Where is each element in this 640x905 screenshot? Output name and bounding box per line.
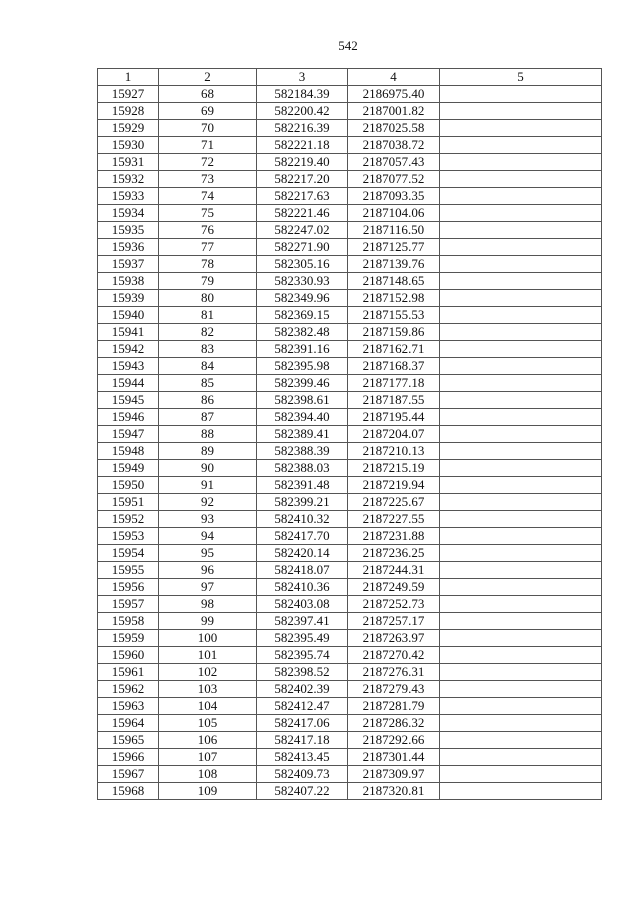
table-cell-col-5 xyxy=(440,375,602,392)
table-row xyxy=(98,392,602,409)
table-cell-col-5 xyxy=(440,511,602,528)
table-row xyxy=(98,120,602,137)
table-cell-col-1: 15962 xyxy=(98,681,159,698)
page-number: 542 xyxy=(338,38,358,53)
table-cell-col-4: 2187292.66 xyxy=(348,732,440,749)
table-cell-col-2: 105 xyxy=(159,715,257,732)
table-cell-col-4: 2187104.06 xyxy=(348,205,440,222)
table-row xyxy=(98,426,602,443)
table-cell-col-1: 15954 xyxy=(98,545,159,562)
table-cell-col-5 xyxy=(440,783,602,800)
table-cell-col-4: 2187001.82 xyxy=(348,103,440,120)
table-cell-col-1: 15961 xyxy=(98,664,159,681)
table-cell-col-5 xyxy=(440,443,602,460)
table-cell-col-5 xyxy=(440,307,602,324)
table-cell-col-5 xyxy=(440,86,602,103)
table-cell-col-2: 85 xyxy=(159,375,257,392)
table-cell-col-5 xyxy=(440,681,602,698)
table-cell-col-2: 109 xyxy=(159,783,257,800)
table-row xyxy=(98,477,602,494)
table-cell-col-1: 15965 xyxy=(98,732,159,749)
column-header-5: 5 xyxy=(440,69,602,86)
table-cell-col-4: 2187286.32 xyxy=(348,715,440,732)
table-cell-col-5 xyxy=(440,715,602,732)
table-cell-col-3: 582200.42 xyxy=(257,103,348,120)
table-cell-col-3: 582417.70 xyxy=(257,528,348,545)
table-row xyxy=(98,766,602,783)
table-row xyxy=(98,375,602,392)
table-cell-col-1: 15966 xyxy=(98,749,159,766)
table-cell-col-2: 92 xyxy=(159,494,257,511)
table-cell-col-2: 97 xyxy=(159,579,257,596)
table-row xyxy=(98,341,602,358)
table-cell-col-3: 582389.41 xyxy=(257,426,348,443)
table-cell-col-1: 15947 xyxy=(98,426,159,443)
table-cell-col-2: 73 xyxy=(159,171,257,188)
table-cell-col-5 xyxy=(440,120,602,137)
table-cell-col-2: 95 xyxy=(159,545,257,562)
table-cell-col-4: 2187057.43 xyxy=(348,154,440,171)
table-cell-col-4: 2187093.35 xyxy=(348,188,440,205)
table-cell-col-3: 582395.98 xyxy=(257,358,348,375)
table-row xyxy=(98,664,602,681)
table-cell-col-4: 2187162.71 xyxy=(348,341,440,358)
table-cell-col-5 xyxy=(440,239,602,256)
table-cell-col-1: 15931 xyxy=(98,154,159,171)
table-cell-col-5 xyxy=(440,256,602,273)
table-cell-col-5 xyxy=(440,222,602,239)
table-cell-col-5 xyxy=(440,341,602,358)
table-cell-col-3: 582395.49 xyxy=(257,630,348,647)
table-cell-col-2: 99 xyxy=(159,613,257,630)
table-row xyxy=(98,409,602,426)
table-cell-col-2: 98 xyxy=(159,596,257,613)
table-cell-col-1: 15944 xyxy=(98,375,159,392)
table-cell-col-1: 15941 xyxy=(98,324,159,341)
table-cell-col-4: 2187257.17 xyxy=(348,613,440,630)
table-cell-col-3: 582247.02 xyxy=(257,222,348,239)
table-cell-col-1: 15943 xyxy=(98,358,159,375)
table-row xyxy=(98,681,602,698)
table-cell-col-1: 15960 xyxy=(98,647,159,664)
table-row xyxy=(98,698,602,715)
table-cell-col-1: 15949 xyxy=(98,460,159,477)
table-cell-col-3: 582398.61 xyxy=(257,392,348,409)
table-row xyxy=(98,358,602,375)
table-row xyxy=(98,562,602,579)
table-cell-col-3: 582407.22 xyxy=(257,783,348,800)
table-cell-col-4: 2187309.97 xyxy=(348,766,440,783)
table-cell-col-5 xyxy=(440,358,602,375)
table-cell-col-1: 15963 xyxy=(98,698,159,715)
table-row xyxy=(98,273,602,290)
table-row xyxy=(98,239,602,256)
table-row xyxy=(98,596,602,613)
table-cell-col-1: 15950 xyxy=(98,477,159,494)
table-cell-col-4: 2187195.44 xyxy=(348,409,440,426)
table-cell-col-2: 90 xyxy=(159,460,257,477)
table-cell-col-1: 15940 xyxy=(98,307,159,324)
table-cell-col-5 xyxy=(440,545,602,562)
table-cell-col-1: 15948 xyxy=(98,443,159,460)
table-cell-col-3: 582399.46 xyxy=(257,375,348,392)
table-cell-col-2: 74 xyxy=(159,188,257,205)
table-cell-col-1: 15957 xyxy=(98,596,159,613)
table-cell-col-4: 2187231.88 xyxy=(348,528,440,545)
table-cell-col-1: 15942 xyxy=(98,341,159,358)
table-cell-col-4: 2187038.72 xyxy=(348,137,440,154)
table-cell-col-3: 582216.39 xyxy=(257,120,348,137)
column-header-4: 4 xyxy=(348,69,440,86)
table-cell-col-2: 101 xyxy=(159,647,257,664)
table-cell-col-5 xyxy=(440,171,602,188)
table-cell-col-3: 582305.16 xyxy=(257,256,348,273)
table-row xyxy=(98,749,602,766)
table-cell-col-4: 2187168.37 xyxy=(348,358,440,375)
table-cell-col-1: 15967 xyxy=(98,766,159,783)
table-cell-col-1: 15959 xyxy=(98,630,159,647)
table-cell-col-3: 582184.39 xyxy=(257,86,348,103)
table-cell-col-4: 2187148.65 xyxy=(348,273,440,290)
table-cell-col-3: 582391.48 xyxy=(257,477,348,494)
table-row xyxy=(98,783,602,800)
table-cell-col-5 xyxy=(440,426,602,443)
table-cell-col-2: 70 xyxy=(159,120,257,137)
table-cell-col-5 xyxy=(440,460,602,477)
table-cell-col-2: 80 xyxy=(159,290,257,307)
table-cell-col-1: 15958 xyxy=(98,613,159,630)
table-cell-col-4: 2187177.18 xyxy=(348,375,440,392)
table-cell-col-2: 69 xyxy=(159,103,257,120)
table-cell-col-4: 2187116.50 xyxy=(348,222,440,239)
table-cell-col-3: 582395.74 xyxy=(257,647,348,664)
table-cell-col-1: 15936 xyxy=(98,239,159,256)
column-header-2: 2 xyxy=(159,69,257,86)
table-row xyxy=(98,545,602,562)
table-cell-col-1: 15956 xyxy=(98,579,159,596)
table-cell-col-2: 91 xyxy=(159,477,257,494)
table-cell-col-2: 82 xyxy=(159,324,257,341)
table-cell-col-4: 2187270.42 xyxy=(348,647,440,664)
table-cell-col-4: 2187215.19 xyxy=(348,460,440,477)
table-cell-col-2: 78 xyxy=(159,256,257,273)
table-cell-col-4: 2187301.44 xyxy=(348,749,440,766)
table-body xyxy=(98,86,602,800)
table-row xyxy=(98,154,602,171)
table-cell-col-2: 96 xyxy=(159,562,257,579)
table-cell-col-4: 2187219.94 xyxy=(348,477,440,494)
table-cell-col-4: 2187227.55 xyxy=(348,511,440,528)
table-row xyxy=(98,460,602,477)
column-header-1: 1 xyxy=(98,69,159,86)
table-cell-col-2: 83 xyxy=(159,341,257,358)
table-cell-col-5 xyxy=(440,749,602,766)
table-cell-col-4: 2187236.25 xyxy=(348,545,440,562)
table-row xyxy=(98,528,602,545)
table-cell-col-1: 15955 xyxy=(98,562,159,579)
table-cell-col-2: 84 xyxy=(159,358,257,375)
table-cell-col-4: 2187244.31 xyxy=(348,562,440,579)
table-row xyxy=(98,256,602,273)
table-cell-col-3: 582412.47 xyxy=(257,698,348,715)
table-cell-col-1: 15929 xyxy=(98,120,159,137)
table-cell-col-4: 2187187.55 xyxy=(348,392,440,409)
table-cell-col-1: 15930 xyxy=(98,137,159,154)
table-cell-col-5 xyxy=(440,766,602,783)
table-cell-col-2: 72 xyxy=(159,154,257,171)
table-row xyxy=(98,290,602,307)
table-cell-col-4: 2187263.97 xyxy=(348,630,440,647)
table-cell-col-4: 2187276.31 xyxy=(348,664,440,681)
table-cell-col-3: 582417.18 xyxy=(257,732,348,749)
table-cell-col-3: 582418.07 xyxy=(257,562,348,579)
table-cell-col-3: 582221.46 xyxy=(257,205,348,222)
table-cell-col-4: 2187139.76 xyxy=(348,256,440,273)
table-cell-col-2: 87 xyxy=(159,409,257,426)
table-row xyxy=(98,443,602,460)
table-cell-col-2: 107 xyxy=(159,749,257,766)
table-cell-col-2: 81 xyxy=(159,307,257,324)
table-cell-col-3: 582271.90 xyxy=(257,239,348,256)
table-cell-col-1: 15968 xyxy=(98,783,159,800)
table-cell-col-5 xyxy=(440,664,602,681)
table-cell-col-3: 582388.39 xyxy=(257,443,348,460)
table-cell-col-3: 582397.41 xyxy=(257,613,348,630)
table-row xyxy=(98,171,602,188)
table-cell-col-4: 2187025.58 xyxy=(348,120,440,137)
table-cell-col-5 xyxy=(440,613,602,630)
table-cell-col-3: 582417.06 xyxy=(257,715,348,732)
table-cell-col-3: 582330.93 xyxy=(257,273,348,290)
table-row xyxy=(98,324,602,341)
table-header-row xyxy=(98,69,602,86)
table-cell-col-2: 79 xyxy=(159,273,257,290)
table-cell-col-4: 2187279.43 xyxy=(348,681,440,698)
table-cell-col-3: 582369.15 xyxy=(257,307,348,324)
table-cell-col-5 xyxy=(440,528,602,545)
table-cell-col-2: 108 xyxy=(159,766,257,783)
table-cell-col-5 xyxy=(440,494,602,511)
table-cell-col-2: 104 xyxy=(159,698,257,715)
table-cell-col-5 xyxy=(440,188,602,205)
table-row xyxy=(98,613,602,630)
coordinates-table xyxy=(97,68,602,800)
table-cell-col-3: 582403.08 xyxy=(257,596,348,613)
table-cell-col-4: 2187204.07 xyxy=(348,426,440,443)
table-cell-col-5 xyxy=(440,579,602,596)
table-cell-col-3: 582413.45 xyxy=(257,749,348,766)
table-cell-col-3: 582394.40 xyxy=(257,409,348,426)
table-cell-col-3: 582217.20 xyxy=(257,171,348,188)
table-cell-col-2: 103 xyxy=(159,681,257,698)
table-row xyxy=(98,494,602,511)
table-cell-col-5 xyxy=(440,392,602,409)
table-cell-col-1: 15945 xyxy=(98,392,159,409)
table-cell-col-4: 2186975.40 xyxy=(348,86,440,103)
table-cell-col-1: 15933 xyxy=(98,188,159,205)
table-cell-col-2: 89 xyxy=(159,443,257,460)
table-cell-col-2: 93 xyxy=(159,511,257,528)
table-row xyxy=(98,86,602,103)
table-cell-col-5 xyxy=(440,562,602,579)
table-cell-col-3: 582382.48 xyxy=(257,324,348,341)
table-cell-col-4: 2187252.73 xyxy=(348,596,440,613)
table-row xyxy=(98,732,602,749)
table-cell-col-2: 76 xyxy=(159,222,257,239)
table-cell-col-4: 2187077.52 xyxy=(348,171,440,188)
table-cell-col-1: 15935 xyxy=(98,222,159,239)
table-cell-col-5 xyxy=(440,273,602,290)
table-cell-col-2: 94 xyxy=(159,528,257,545)
column-header-3: 3 xyxy=(257,69,348,86)
table-cell-col-4: 2187249.59 xyxy=(348,579,440,596)
table-cell-col-3: 582219.40 xyxy=(257,154,348,171)
table-cell-col-3: 582388.03 xyxy=(257,460,348,477)
table-cell-col-5 xyxy=(440,630,602,647)
table-cell-col-1: 15952 xyxy=(98,511,159,528)
table-cell-col-1: 15934 xyxy=(98,205,159,222)
table-cell-col-1: 15964 xyxy=(98,715,159,732)
table-cell-col-2: 86 xyxy=(159,392,257,409)
table-cell-col-1: 15946 xyxy=(98,409,159,426)
table-cell-col-2: 68 xyxy=(159,86,257,103)
table-cell-col-1: 15953 xyxy=(98,528,159,545)
table-cell-col-1: 15937 xyxy=(98,256,159,273)
table-cell-col-5 xyxy=(440,596,602,613)
table-cell-col-5 xyxy=(440,477,602,494)
table-row xyxy=(98,647,602,664)
table-cell-col-5 xyxy=(440,103,602,120)
table-cell-col-3: 582420.14 xyxy=(257,545,348,562)
table-cell-col-4: 2187225.67 xyxy=(348,494,440,511)
table-cell-col-2: 71 xyxy=(159,137,257,154)
table-cell-col-4: 2187125.77 xyxy=(348,239,440,256)
table-cell-col-1: 15938 xyxy=(98,273,159,290)
table-row xyxy=(98,137,602,154)
table-cell-col-2: 88 xyxy=(159,426,257,443)
table-cell-col-3: 582217.63 xyxy=(257,188,348,205)
table-cell-col-1: 15939 xyxy=(98,290,159,307)
table-cell-col-1: 15951 xyxy=(98,494,159,511)
table-row xyxy=(98,511,602,528)
table-row xyxy=(98,205,602,222)
table-row xyxy=(98,715,602,732)
table-cell-col-4: 2187320.81 xyxy=(348,783,440,800)
table-cell-col-3: 582409.73 xyxy=(257,766,348,783)
table-cell-col-5 xyxy=(440,154,602,171)
table-cell-col-3: 582399.21 xyxy=(257,494,348,511)
table-row xyxy=(98,579,602,596)
table-cell-col-1: 15928 xyxy=(98,103,159,120)
table-cell-col-5 xyxy=(440,732,602,749)
table-cell-col-3: 582221.18 xyxy=(257,137,348,154)
table-cell-col-5 xyxy=(440,324,602,341)
table-cell-col-5 xyxy=(440,698,602,715)
table-row xyxy=(98,188,602,205)
table-cell-col-1: 15932 xyxy=(98,171,159,188)
table-cell-col-5 xyxy=(440,205,602,222)
table-cell-col-5 xyxy=(440,409,602,426)
table-cell-col-2: 77 xyxy=(159,239,257,256)
table-row xyxy=(98,103,602,120)
table-cell-col-3: 582410.36 xyxy=(257,579,348,596)
table-cell-col-3: 582410.32 xyxy=(257,511,348,528)
table-cell-col-2: 102 xyxy=(159,664,257,681)
table-cell-col-2: 106 xyxy=(159,732,257,749)
table-cell-col-3: 582398.52 xyxy=(257,664,348,681)
table-cell-col-3: 582391.16 xyxy=(257,341,348,358)
table-cell-col-5 xyxy=(440,137,602,154)
table-cell-col-1: 15927 xyxy=(98,86,159,103)
table-cell-col-2: 100 xyxy=(159,630,257,647)
table-cell-col-4: 2187159.86 xyxy=(348,324,440,341)
table-row xyxy=(98,630,602,647)
table-cell-col-5 xyxy=(440,647,602,664)
table-cell-col-3: 582402.39 xyxy=(257,681,348,698)
table-cell-col-2: 75 xyxy=(159,205,257,222)
table-cell-col-5 xyxy=(440,290,602,307)
table-row xyxy=(98,307,602,324)
table-cell-col-4: 2187152.98 xyxy=(348,290,440,307)
table-row xyxy=(98,222,602,239)
table-cell-col-4: 2187281.79 xyxy=(348,698,440,715)
table-cell-col-4: 2187210.13 xyxy=(348,443,440,460)
table-cell-col-3: 582349.96 xyxy=(257,290,348,307)
table-cell-col-4: 2187155.53 xyxy=(348,307,440,324)
